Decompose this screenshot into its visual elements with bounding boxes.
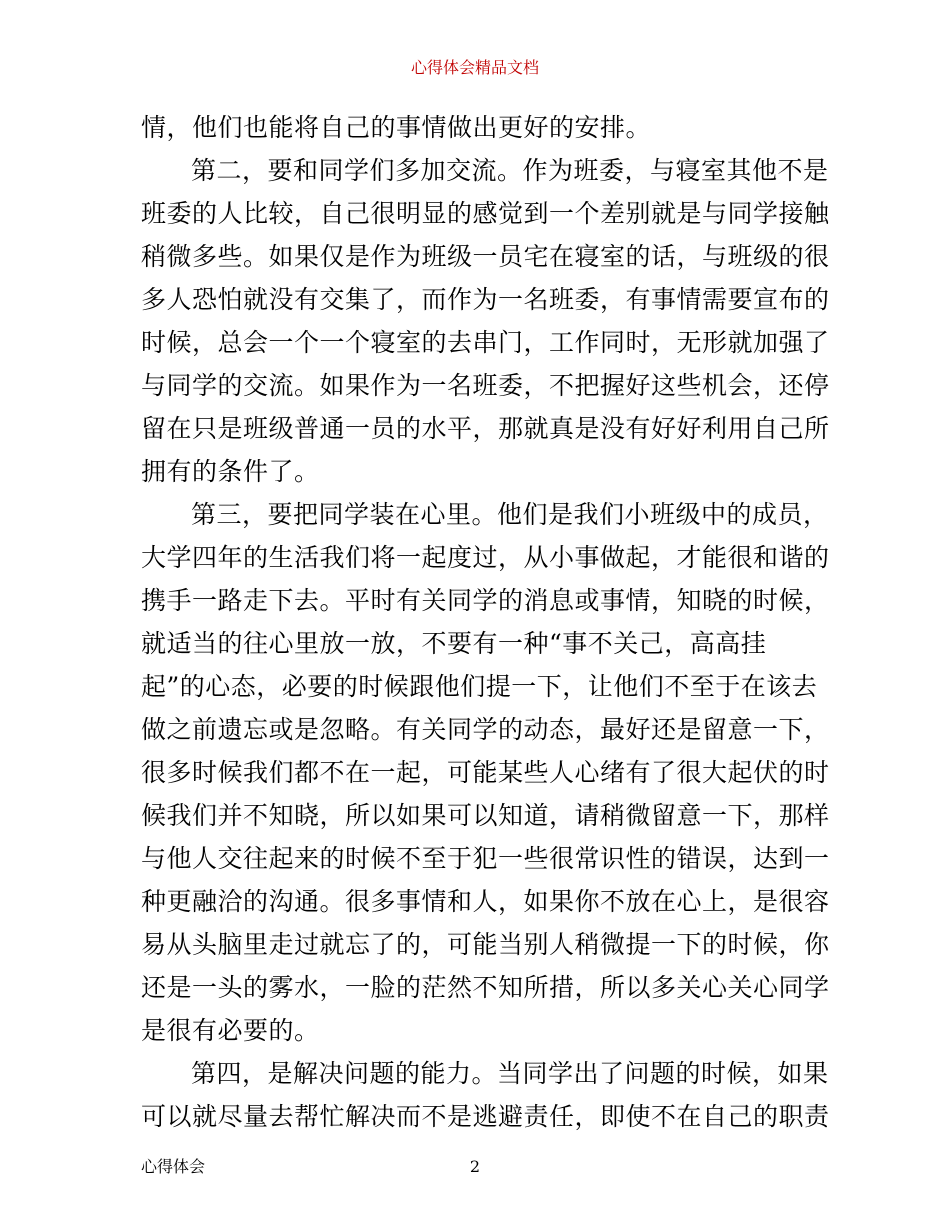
- text-line: 可以就尽量去帮忙解决而不是逃避责任，即使不在自己的职责: [141, 1102, 830, 1131]
- text-line: 就适当的往心里放一放，不要有一种“事不关己，高高挂: [141, 629, 767, 658]
- text-line: 携手一路走下去。平时有关同学的消息或事情，知晓的时候，: [141, 586, 830, 615]
- text-line: 很多时候我们都不在一起，可能某些人心绪有了很大起伏的时: [141, 758, 830, 787]
- text-line: 第三，要把同学装在心里。他们是我们小班级中的成员，: [191, 500, 829, 529]
- text-line: 还是一头的雾水，一脸的茫然不知所措，所以多关心关心同学: [141, 973, 830, 1002]
- text-line: 易从头脑里走过就忘了的，可能当别人稍微提一下的时候，你: [141, 930, 830, 959]
- text-line: 大学四年的生活我们将一起度过，从小事做起，才能很和谐的: [141, 543, 830, 572]
- footer-label: 心得体会: [141, 1157, 206, 1176]
- text-line: 情，他们也能将自己的事情做出更好的安排。: [141, 113, 652, 142]
- text-line: 班委的人比较，自己很明显的感觉到一个差别就是与同学接触: [141, 199, 830, 228]
- text-line: 稍微多些。如果仅是作为班级一员宅在寝室的话，与班级的很: [141, 242, 830, 271]
- text-line: 起”的心态，必要的时候跟他们提一下，让他们不至于在该去: [141, 672, 818, 701]
- page-number: 2: [469, 1157, 481, 1176]
- text-line: 种更融洽的沟通。很多事情和人，如果你不放在心上，是很容: [141, 887, 830, 916]
- text-line: 与同学的交流。如果作为一名班委，不把握好这些机会，还停: [141, 371, 830, 400]
- text-line: 多人恐怕就没有交集了，而作为一名班委，有事情需要宣布的: [141, 285, 830, 314]
- text-line: 是很有必要的。: [141, 1016, 320, 1045]
- text-line: 拥有的条件了。: [141, 457, 320, 486]
- text-line: 第四，是解决问题的能力。当同学出了问题的时候，如果: [191, 1059, 829, 1088]
- text-line: 留在只是班级普通一员的水平，那就真是没有好好利用自己所: [141, 414, 830, 443]
- text-line: 做之前遗忘或是忽略。有关同学的动态，最好还是留意一下，: [141, 715, 830, 744]
- document-body: [141, 106, 830, 1138]
- text-line: 第二，要和同学们多加交流。作为班委，与寝室其他不是: [191, 156, 829, 185]
- page-header-title: 心得体会精品文档: [410, 58, 539, 77]
- text-line: 时候，总会一个一个寝室的去串门，工作同时，无形就加强了: [141, 328, 830, 357]
- text-line: 候我们并不知晓，所以如果可以知道，请稍微留意一下，那样: [141, 801, 830, 830]
- text-line: 与他人交往起来的时候不至于犯一些很常识性的错误，达到一: [141, 844, 830, 873]
